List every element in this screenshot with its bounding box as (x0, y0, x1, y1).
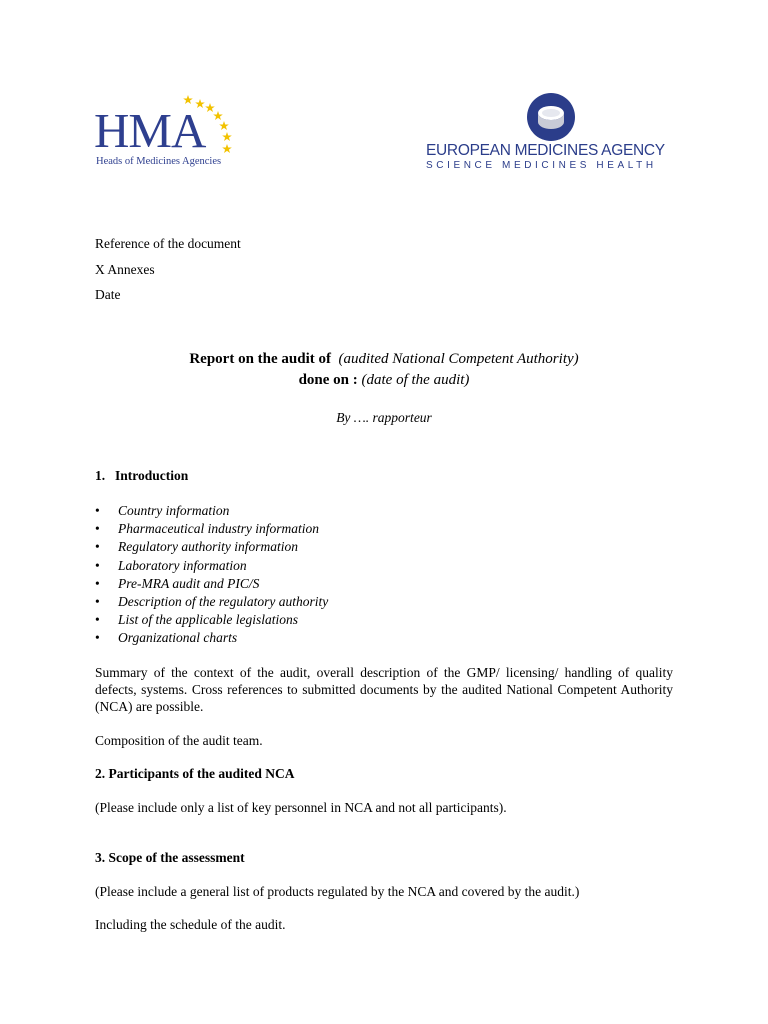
list-item-text: Organizational charts (118, 630, 238, 646)
date-line: Date (95, 287, 121, 302)
hma-wordmark: HMA (94, 103, 206, 158)
scope-note: (Please include a general list of products regulated by the NCA and covered by the audit.) (95, 884, 580, 899)
list-item-text: Regulatory authority information (118, 539, 298, 555)
bullet-icon: • (95, 575, 100, 591)
list-item (95, 538, 328, 556)
audit-team-composition: Composition of the audit team. (95, 733, 263, 748)
list-item (95, 502, 328, 520)
report-title-authority: (audited National Competent Authority) (338, 351, 579, 367)
bullet-icon: • (95, 503, 100, 518)
report-done-on: done on : (298, 372, 358, 388)
bullet-icon: • (95, 630, 100, 646)
audit-schedule: Including the schedule of the audit. (95, 917, 286, 932)
report-title-line2 (0, 372, 768, 389)
bullet-icon: • (95, 539, 100, 555)
introduction-bullet-list (95, 502, 328, 648)
bullet-icon: • (95, 593, 100, 609)
ema-name: EUROPEAN MEDICINES AGENCY (426, 142, 665, 159)
bullet-icon: • (95, 612, 100, 628)
bullet-icon: • (95, 557, 100, 573)
annexes-line: X Annexes (95, 262, 155, 277)
ema-logo (426, 92, 678, 174)
hma-logo (94, 92, 254, 172)
list-item (95, 557, 328, 575)
document-reference: Reference of the document (95, 236, 241, 251)
section-heading-participants: 2. Participants of the audited NCA (95, 766, 295, 781)
section-title: Introduction (115, 468, 189, 483)
introduction-summary: Summary of the context of the audit, overall description of the GMP/ licensing/ handling of quality defects, systems. Cross references to submitted documents by the audited National Competent Authority (NCA) are possible. (95, 665, 673, 714)
section-heading-scope: 3. Scope of the assessment (95, 850, 245, 865)
list-item (95, 593, 328, 611)
report-audit-date: (date of the audit) (361, 372, 470, 388)
section-number: 1. (95, 468, 106, 483)
byline: By …. rapporteur (336, 410, 432, 425)
list-item-text: List of the applicable legislations (118, 612, 298, 628)
participants-note: (Please include only a list of key personnel in NCA and not all participants). (95, 800, 507, 815)
bullet-icon: • (95, 521, 100, 537)
list-item (95, 629, 328, 647)
ema-emblem-icon (526, 92, 576, 142)
section-heading-introduction (95, 468, 188, 484)
list-item (95, 575, 328, 593)
list-item-text: Country information (118, 503, 230, 518)
list-item (95, 611, 328, 629)
hma-tagline: Heads of Medicines Agencies (96, 156, 222, 167)
list-item-text: Laboratory information (118, 557, 247, 573)
report-title-line1 (0, 351, 768, 368)
list-item-text: Pre-MRA audit and PIC/S (118, 575, 260, 591)
list-item-text: Description of the regulatory authority (118, 593, 329, 609)
ema-tagline: SCIENCE MEDICINES HEALTH (426, 160, 657, 171)
list-item (95, 520, 328, 538)
report-title-bold: Report on the audit of (189, 351, 332, 367)
list-item-text: Pharmaceutical industry information (118, 521, 319, 537)
